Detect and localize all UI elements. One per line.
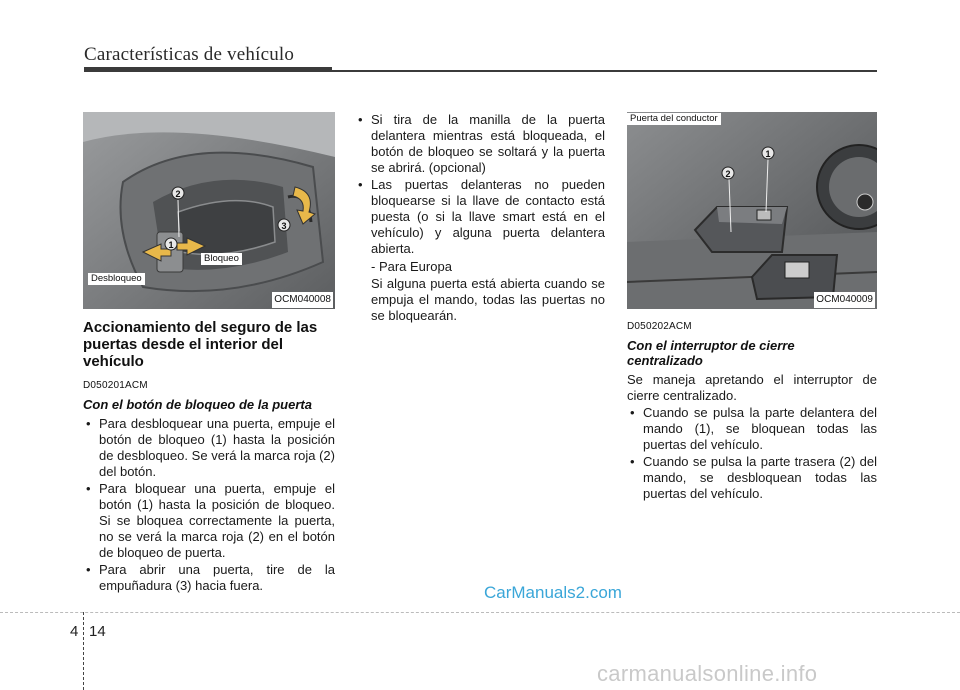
subheading: Con el interruptor de cierre centralizado bbox=[627, 338, 795, 368]
svg-text:1: 1 bbox=[168, 240, 174, 250]
section-heading: Accionamiento del seguro de las puertas desde el interior del vehículo bbox=[83, 319, 318, 370]
bullet-list bbox=[627, 405, 877, 502]
europe-body: Si alguna puerta está abierta cuando se empuja el mando, todas las puertas no se bloquearán. bbox=[371, 276, 605, 323]
footer-rule bbox=[0, 612, 960, 613]
callout-3 bbox=[278, 219, 290, 231]
right-column bbox=[627, 112, 877, 503]
section-code: D050201ACM bbox=[83, 380, 148, 391]
page-divider bbox=[83, 612, 84, 690]
section-title: Características de vehículo bbox=[84, 44, 295, 65]
bullet-list bbox=[83, 416, 335, 594]
header-rule-thick bbox=[84, 67, 332, 72]
europe-label: - Para Europa bbox=[371, 259, 452, 274]
bullet-list bbox=[355, 112, 605, 257]
list-item: • Para bloquear una puerta, empuje el botón (1) hasta la posición de bloqueo. Si se bloquea correctamente la puerta, no se verá la marca roja (2) en el botón de bloqueo de puerta. bbox=[83, 481, 335, 561]
driver-door-label: Puerta del conductor bbox=[627, 113, 721, 125]
list-item: • Para desbloquear una puerta, empuje el botón de bloqueo (1) hasta la posición de desbloqueo. Se verá la marca roja (2) del botón. bbox=[83, 416, 335, 480]
footer-watermark: carmanualsonline.info bbox=[597, 661, 818, 686]
callout-1 bbox=[165, 238, 177, 250]
svg-text:2: 2 bbox=[725, 169, 731, 179]
list-item: • Las puertas delanteras no pueden bloquearse si la llave de contacto está puesta (o si la llave smart está en el vehículo) y alguna puerta delantera abierta. bbox=[355, 177, 605, 257]
svg-text:3: 3 bbox=[281, 221, 287, 231]
list-item: • Cuando se pulsa la parte delantera del mando (1), se bloquean todas las puertas del vehículo. bbox=[627, 405, 877, 453]
list-item: • Si tira de la manilla de la puerta delantera mientras está bloqueada, el botón de bloqueo se soltará y la puerta se abrirá. (opcional) bbox=[355, 112, 605, 176]
subheading: Con el botón de bloqueo de la puerta bbox=[83, 397, 312, 412]
chapter-number: 4 bbox=[70, 623, 79, 640]
central-lock-switch-illustration bbox=[627, 112, 877, 309]
page-number: 14 bbox=[89, 623, 106, 640]
switch-figure bbox=[627, 112, 877, 309]
figure-code: OCM040008 bbox=[272, 292, 333, 308]
list-item: • Cuando se pulsa la parte trasera (2) del mando, se desbloquean todas las puertas del vehículo. bbox=[627, 454, 877, 502]
header-rule-thin bbox=[332, 70, 877, 72]
list-item: • Para abrir una puerta, tire de la empuñadura (3) hacia fuera. bbox=[83, 562, 335, 594]
left-column bbox=[83, 112, 335, 595]
middle-column bbox=[355, 112, 605, 324]
lock-label: Bloqueo bbox=[201, 253, 242, 265]
door-handle-figure bbox=[83, 112, 335, 309]
section-code: D050202ACM bbox=[627, 321, 692, 332]
svg-text:1: 1 bbox=[765, 149, 771, 159]
figure-code: OCM040009 bbox=[814, 292, 875, 308]
intro-text: Se maneja apretando el interruptor de cierre centralizado. bbox=[627, 372, 877, 403]
unlock-label: Desbloqueo bbox=[88, 273, 145, 285]
svg-text:2: 2 bbox=[175, 189, 181, 199]
watermark-link[interactable]: CarManuals2.com bbox=[484, 583, 622, 602]
